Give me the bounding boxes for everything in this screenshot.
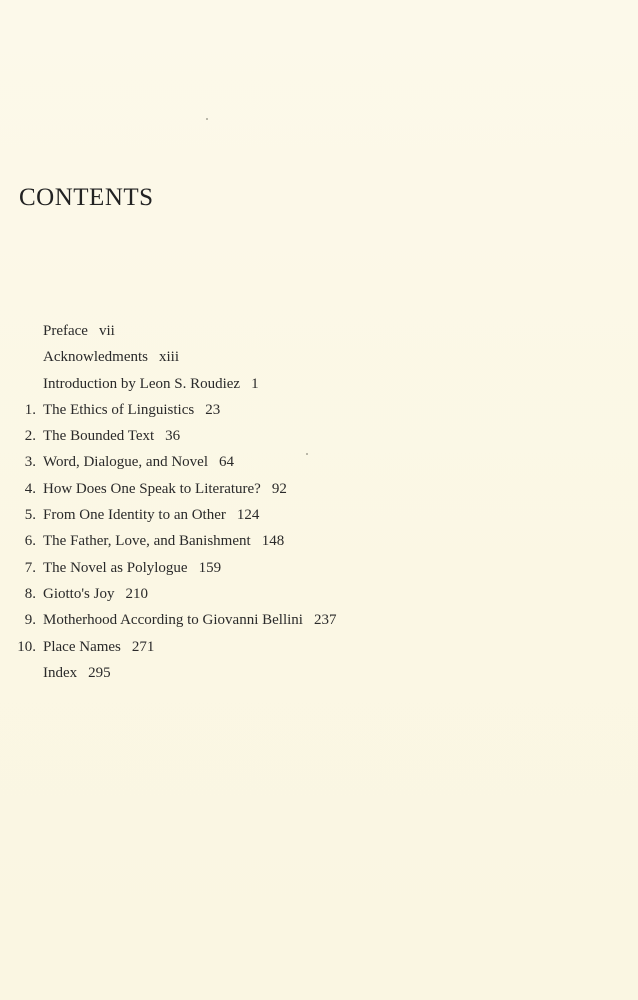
toc-entry bbox=[0, 634, 638, 660]
chapter-number: 10. bbox=[17, 638, 36, 655]
entry-title: Introduction by Leon S. Roudiez bbox=[43, 375, 241, 392]
entry-title: The Father, Love, and Banishment bbox=[43, 533, 251, 550]
toc-entry bbox=[0, 555, 638, 581]
toc-entry bbox=[0, 607, 638, 633]
entry-title-wrap bbox=[43, 318, 115, 344]
chapter-number: 6. bbox=[24, 533, 36, 550]
entry-title-wrap bbox=[43, 607, 336, 633]
page-number: 92 bbox=[271, 480, 287, 497]
page-number: 159 bbox=[198, 559, 222, 576]
chapter-number: 7. bbox=[24, 559, 36, 576]
entry-title-wrap bbox=[43, 371, 259, 397]
page-number: xiii bbox=[158, 349, 179, 366]
page-number: 295 bbox=[88, 664, 111, 681]
chapter-number: 8. bbox=[24, 585, 36, 602]
chapter-number: 4. bbox=[24, 480, 36, 497]
entry-title-wrap bbox=[43, 660, 111, 686]
entry-title-wrap bbox=[43, 476, 287, 502]
entry-title-wrap bbox=[43, 528, 284, 554]
toc-entry bbox=[0, 371, 638, 397]
entry-title-wrap bbox=[43, 502, 259, 528]
entry-title: Giotto's Joy bbox=[43, 585, 115, 602]
entry-title-wrap bbox=[43, 344, 179, 370]
toc-entry bbox=[0, 318, 638, 344]
toc-entry bbox=[0, 344, 638, 370]
entry-title-wrap bbox=[43, 423, 180, 449]
entry-title: Word, Dialogue, and Novel bbox=[43, 454, 208, 471]
toc-entry bbox=[0, 449, 638, 475]
entry-title-wrap bbox=[43, 397, 220, 423]
entry-title-wrap bbox=[43, 581, 148, 607]
entry-title: The Novel as Polylogue bbox=[43, 559, 188, 576]
toc-entry bbox=[0, 660, 638, 686]
chapter-number: 2. bbox=[24, 428, 36, 445]
page-number: 64 bbox=[219, 454, 234, 471]
entry-title-wrap bbox=[43, 449, 234, 475]
page-number: 23 bbox=[205, 401, 221, 418]
entry-title: The Bounded Text bbox=[43, 428, 155, 445]
page-number: 1 bbox=[251, 375, 259, 392]
page-title: CONTENTS bbox=[19, 184, 154, 211]
page-number: 148 bbox=[261, 533, 285, 550]
entry-title: Place Names bbox=[43, 638, 121, 655]
page-number: 124 bbox=[236, 507, 260, 524]
chapter-number: 9. bbox=[24, 612, 36, 629]
toc-entry bbox=[0, 397, 638, 423]
page-number: 210 bbox=[125, 585, 148, 602]
toc-entry bbox=[0, 581, 638, 607]
entry-title: The Ethics of Linguistics bbox=[43, 401, 195, 418]
chapter-number: 1. bbox=[24, 401, 36, 418]
entry-title: Acknowledments bbox=[43, 349, 148, 366]
toc-entry bbox=[0, 476, 638, 502]
page-number: vii bbox=[98, 323, 115, 339]
page-number: 237 bbox=[313, 612, 337, 629]
entry-title-wrap bbox=[43, 555, 221, 581]
entry-title: From One Identity to an Other bbox=[43, 507, 226, 524]
entry-title: How Does One Speak to Literature? bbox=[43, 480, 261, 497]
chapter-number: 5. bbox=[24, 507, 36, 524]
page-number: 271 bbox=[131, 638, 155, 655]
table-of-contents bbox=[0, 318, 638, 686]
toc-entry bbox=[0, 502, 638, 528]
entry-title: Preface bbox=[43, 323, 88, 339]
paper-speck bbox=[206, 118, 208, 120]
chapter-number: 3. bbox=[24, 454, 36, 471]
entry-title: Index bbox=[43, 664, 78, 681]
toc-entry bbox=[0, 528, 638, 554]
entry-title-wrap bbox=[43, 634, 154, 660]
entry-title: Motherhood According to Giovanni Bellini bbox=[43, 612, 303, 629]
page-number: 36 bbox=[165, 428, 181, 445]
toc-entry bbox=[0, 423, 638, 449]
